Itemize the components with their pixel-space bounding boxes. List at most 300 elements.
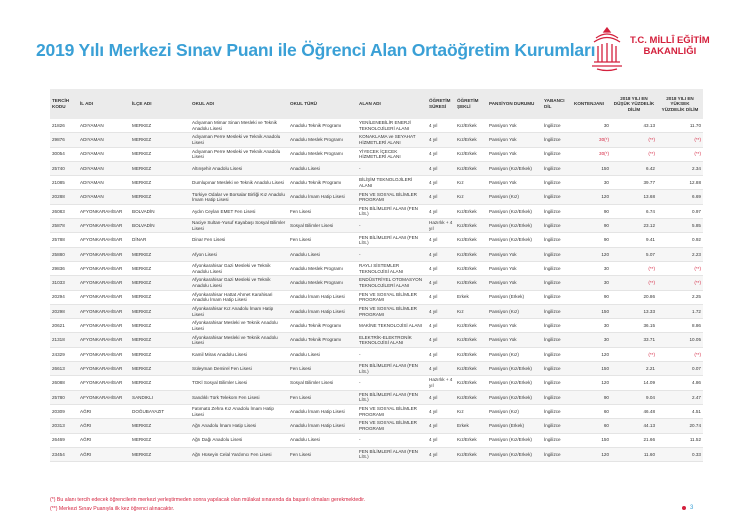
table-cell: (**) (611, 347, 657, 361)
table-row (50, 190, 703, 204)
table-row (50, 304, 703, 318)
table-cell: 30054 (50, 147, 78, 161)
table-cell: Fen Lisesi (288, 362, 357, 376)
table-cell: MERKEZ (130, 319, 190, 333)
table-cell: (**) (657, 347, 703, 361)
schools-table-container (50, 89, 703, 462)
table-cell: 44.13 (611, 419, 657, 433)
table-cell: FEN VE SOSYAL BİLİMLER PROGRAMI (357, 290, 427, 304)
table-cell: BOLVADİN (130, 219, 190, 233)
table-cell: - (357, 347, 427, 361)
table-cell: MERKEZ (130, 247, 190, 261)
table-cell: 30 (572, 276, 611, 290)
table-cell: Kız/Erkek (455, 347, 487, 361)
table-cell: - (357, 433, 427, 447)
header-il-adi: İL ADI (78, 89, 130, 119)
table-cell: MERKEZ (130, 276, 190, 290)
table-cell: 10.05 (657, 333, 703, 347)
table-cell: 4 yıl (427, 176, 455, 190)
table-cell: 20.86 (611, 290, 657, 304)
table-cell: MERKEZ (130, 147, 190, 161)
table-row (50, 204, 703, 218)
table-cell: 2.34 (657, 161, 703, 175)
table-cell: AĞRI (78, 419, 130, 433)
table-cell: 26088 (50, 376, 78, 390)
table-cell: 23.12 (611, 219, 657, 233)
table-cell: Kız/Erkek (455, 447, 487, 461)
table-cell: Anadolu İmam Hatip Lisesi (288, 290, 357, 304)
table-cell: ADIYAMAN (78, 119, 130, 133)
schools-table (50, 89, 703, 462)
table-row (50, 376, 703, 390)
table-cell: Pansiyon (Kız/Erkek) (487, 362, 542, 376)
header-ogretim-suresi: ÖĞRETİM SÜRESİ (427, 89, 455, 119)
page-number-text: 3 (690, 505, 694, 511)
table-cell: Kız (455, 176, 487, 190)
table-cell: 4 yıl (427, 362, 455, 376)
table-cell: 4 yıl (427, 319, 455, 333)
table-cell: Afyonkarahisar Mesleki ve Teknik Anadolu Lisesi (190, 333, 288, 347)
table-cell: ADIYAMAN (78, 133, 130, 147)
table-cell: 120 (572, 190, 611, 204)
ministry-name-line1: T.C. MİLLÎ EĞİTİM (630, 35, 710, 46)
table-cell: - (357, 161, 427, 175)
table-cell: İngilizce (542, 304, 572, 318)
table-cell: Ağrı Dağı Anadolu Lisesi (190, 433, 288, 447)
table-cell: (**) (657, 147, 703, 161)
table-row (50, 362, 703, 376)
table-cell: 4 yıl (427, 419, 455, 433)
table-cell: İngilizce (542, 147, 572, 161)
table-cell: 26613 (50, 362, 78, 376)
table-body (50, 119, 703, 462)
table-cell: Kız/Erkek (455, 376, 487, 390)
table-cell: Afyonkarahisar Mesleki ve Teknik Anadolu Lisesi (190, 319, 288, 333)
table-cell: 4 yıl (427, 190, 455, 204)
table-cell: MERKEZ (130, 190, 190, 204)
table-cell: 4 yıl (427, 161, 455, 175)
table-cell: Kız/Erkek (455, 161, 487, 175)
table-cell: İngilizce (542, 261, 572, 275)
table-cell: AFYONKARAHİSAR (78, 276, 130, 290)
footnote-2: (**) Merkezi Sınav Puanıyla ilk kez öğrenci alınacaktır. (50, 506, 175, 512)
table-cell: 90 (572, 390, 611, 404)
table-cell: Süleyman Demirel Fen Lisesi (190, 362, 288, 376)
table-cell: ADIYAMAN (78, 176, 130, 190)
table-cell: 30 (572, 333, 611, 347)
table-cell: Pansiyon (Erkek) (487, 290, 542, 304)
table-cell: 4 yıl (427, 447, 455, 461)
table-cell: Fen Lisesi (288, 233, 357, 247)
table-cell: Anadolu Meslek Programı (288, 147, 357, 161)
table-cell: 20294 (50, 290, 78, 304)
table-cell: Afyonkarahisar Gazi Mesleki ve Teknik Anadolu Lisesi (190, 261, 288, 275)
table-cell: İngilizce (542, 290, 572, 304)
table-cell: 150 (572, 161, 611, 175)
table-cell: Dinar Fen Lisesi (190, 233, 288, 247)
table-cell: Anadolu Meslek Programı (288, 276, 357, 290)
table-row (50, 333, 703, 347)
table-cell: Pansiyon Yok (487, 333, 542, 347)
table-cell: 21826 (50, 119, 78, 133)
table-cell: 30 (572, 176, 611, 190)
table-cell: Pansiyon Yok (487, 276, 542, 290)
table-cell: AFYONKARAHİSAR (78, 319, 130, 333)
table-cell: İngilizce (542, 419, 572, 433)
table-cell: MAKİNE TEKNOLOJİSİ ALANI (357, 319, 427, 333)
table-cell: AFYONKARAHİSAR (78, 290, 130, 304)
table-cell: Fen Lisesi (288, 447, 357, 461)
table-cell: Pansiyon (Kız) (487, 304, 542, 318)
table-cell: 30 (572, 119, 611, 133)
table-cell: Pansiyon Yok (487, 119, 542, 133)
table-cell: (**) (611, 133, 657, 147)
table-cell: 150 (572, 362, 611, 376)
table-cell: Dumlupınar Mesleki ve Teknik Anadolu Lisesi (190, 176, 288, 190)
header-okul-adi: OKUL ADI (190, 89, 288, 119)
table-row (50, 419, 703, 433)
header-okul-turu: OKUL TÜRÜ (288, 89, 357, 119)
table-cell: 21318 (50, 333, 78, 347)
table-cell: 4 yıl (427, 390, 455, 404)
table-cell: Pansiyon Yok (487, 319, 542, 333)
table-cell: 9.04 (611, 390, 657, 404)
table-cell: İngilizce (542, 219, 572, 233)
header-yabanci-dil: YABANCI DİL (542, 89, 572, 119)
table-cell: TOKİ Sosyal Bilimler Lisesi (190, 376, 288, 390)
table-cell: Kız/Erkek (455, 147, 487, 161)
table-cell: İngilizce (542, 233, 572, 247)
table-cell: Pansiyon (Kız) (487, 190, 542, 204)
table-cell: MERKEZ (130, 176, 190, 190)
table-cell: 13.68 (611, 190, 657, 204)
table-row (50, 147, 703, 161)
table-cell: 2.47 (657, 390, 703, 404)
table-cell: 20621 (50, 319, 78, 333)
table-cell: 31033 (50, 276, 78, 290)
table-cell: Fatımatü Zehra Kız Anadolu İmam Hatip Lisesi (190, 404, 288, 418)
table-cell: DİNAR (130, 233, 190, 247)
table-row (50, 390, 703, 404)
table-cell: 30 (572, 261, 611, 275)
table-cell: 4 yıl (427, 204, 455, 218)
table-cell: 120 (572, 447, 611, 461)
table-cell: AĞRI (78, 433, 130, 447)
table-cell: 150 (572, 433, 611, 447)
table-cell: AFYONKARAHİSAR (78, 247, 130, 261)
table-cell: ELEKTRİK-ELEKTRONİK TEKNOLOJİSİ ALANI (357, 333, 427, 347)
table-cell: MERKEZ (130, 447, 190, 461)
table-cell: (**) (611, 276, 657, 290)
table-cell: Pansiyon (Kız) (487, 404, 542, 418)
table-cell: 36.15 (611, 319, 657, 333)
table-cell: 21085 (50, 176, 78, 190)
table-cell: İngilizce (542, 362, 572, 376)
table-cell: Kız (455, 304, 487, 318)
table-cell: 2.23 (657, 247, 703, 261)
table-row (50, 161, 703, 175)
table-cell: Kız/Erkek (455, 362, 487, 376)
table-cell: MERKEZ (130, 290, 190, 304)
table-cell: 9.41 (611, 233, 657, 247)
header-tercih-kodu: TERCİH KODU (50, 89, 78, 119)
table-cell: Sosyal Bilimler Lisesi (288, 376, 357, 390)
table-cell: 4 yıl (427, 133, 455, 147)
table-cell: Pansiyon (Kız/Erkek) (487, 161, 542, 175)
table-cell: FEN VE SOSYAL BİLİMLER PROGRAMI (357, 419, 427, 433)
table-cell: Pansiyon (Kız/Erkek) (487, 233, 542, 247)
table-row (50, 247, 703, 261)
table-cell: 20313 (50, 419, 78, 433)
table-cell: 4 yıl (427, 404, 455, 418)
table-cell: 0.07 (657, 362, 703, 376)
table-cell: Sosyal Bilimler Lisesi (288, 219, 357, 233)
table-cell: Kız (455, 190, 487, 204)
table-cell: Adıyaman Mimar Sinan Mesleki ve Teknik Anadolu Lisesi (190, 119, 288, 133)
table-cell: 4 yıl (427, 304, 455, 318)
table-cell: FEN VE SOSYAL BİLİMLER PROGRAMI (357, 304, 427, 318)
table-cell: MERKEZ (130, 119, 190, 133)
table-cell: Pansiyon (Kız) (487, 347, 542, 361)
table-cell: DOĞUBAYAZIT (130, 404, 190, 418)
header-ilce-adi: İLÇE ADI (130, 89, 190, 119)
table-cell: 4 yıl (427, 261, 455, 275)
ministry-name-line2: BAKANLIĞI (643, 46, 697, 57)
table-cell: 21.66 (611, 433, 657, 447)
table-cell: Kız/Erkek (455, 261, 487, 275)
table-cell: 8.86 (657, 319, 703, 333)
table-cell: 29876 (50, 133, 78, 147)
table-cell: Pansiyon (Kız/Erkek) (487, 433, 542, 447)
table-cell: AFYONKARAHİSAR (78, 219, 130, 233)
table-cell: YENİLENEBİLİR ENERJİ TEKNOLOJİLERİ ALANI (357, 119, 427, 133)
table-cell: 4 yıl (427, 147, 455, 161)
table-cell: Kız/Erkek (455, 319, 487, 333)
table-cell: Kız/Erkek (455, 333, 487, 347)
table-cell: 29836 (50, 261, 78, 275)
table-cell: Hazırlık + 4 yıl (427, 376, 455, 390)
table-cell: Kız/Erkek (455, 276, 487, 290)
table-cell: MERKEZ (130, 333, 190, 347)
table-cell: Afyonkarahisar Gazi Mesleki ve Teknik Anadolu Lisesi (190, 276, 288, 290)
table-cell: MERKEZ (130, 304, 190, 318)
table-cell: Anadolu Teknik Programı (288, 319, 357, 333)
table-cell: Adıyaman Perre Mesleki ve Teknik Anadolu Lisesi (190, 147, 288, 161)
table-cell: Türkiye Odalar ve Borsalar Birliği Kız Anadolu İmam Hatip Lisesi (190, 190, 288, 204)
table-cell: 90 (572, 233, 611, 247)
table-cell: Pansiyon Yok (487, 261, 542, 275)
table-cell: İngilizce (542, 133, 572, 147)
table-cell: 90 (572, 219, 611, 233)
table-cell: 43.13 (611, 119, 657, 133)
table-cell: 0.92 (657, 233, 703, 247)
table-cell: 90 (572, 204, 611, 218)
table-cell: Anadolu İmam Hatip Lisesi (288, 404, 357, 418)
table-cell: 20298 (50, 304, 78, 318)
table-cell: 24329 (50, 347, 78, 361)
table-row (50, 176, 703, 190)
header-alan-adi: ALAN ADI (357, 89, 427, 119)
table-row (50, 319, 703, 333)
table-cell: Kamil Miras Anadolu Lisesi (190, 347, 288, 361)
table-cell: AFYONKARAHİSAR (78, 261, 130, 275)
table-cell: Anadolu Lisesi (288, 433, 357, 447)
table-cell: İngilizce (542, 333, 572, 347)
table-cell: Fen Lisesi (288, 204, 357, 218)
table-cell: AĞRI (78, 447, 130, 461)
table-cell: Pansiyon Yok (487, 147, 542, 161)
table-cell: 11.60 (611, 447, 657, 461)
table-cell: 4 yıl (427, 433, 455, 447)
table-row (50, 276, 703, 290)
table-cell: MERKEZ (130, 362, 190, 376)
table-cell: İngilizce (542, 276, 572, 290)
table-cell: İngilizce (542, 404, 572, 418)
table-cell: 39.77 (611, 176, 657, 190)
table-cell: FEN BİLİMLERİ ALANI (FEN LİS.) (357, 447, 427, 461)
table-cell: 4 yıl (427, 276, 455, 290)
table-cell: MERKEZ (130, 133, 190, 147)
table-cell: 4 yıl (427, 247, 455, 261)
table-cell: İngilizce (542, 204, 572, 218)
table-cell: Anadolu Meslek Programı (288, 133, 357, 147)
table-cell: Afyonkarahisar Kız Anadolu İmam Hatip Lisesi (190, 304, 288, 318)
table-cell: Sandıklı Türk Telekom Fen Lisesi (190, 390, 288, 404)
table-cell: AĞRI (78, 404, 130, 418)
table-cell: 13.33 (611, 304, 657, 318)
table-cell: Kız/Erkek (455, 133, 487, 147)
table-row (50, 447, 703, 461)
table-cell: MERKEZ (130, 347, 190, 361)
table-cell: RAYLI SİSTEMLER TEKNOLOJİSİ ALANI (357, 261, 427, 275)
table-cell: 25788 (50, 233, 78, 247)
table-cell: Erkek (455, 290, 487, 304)
table-cell: 120 (572, 247, 611, 261)
table-cell: ADIYAMAN (78, 161, 130, 175)
table-row (50, 233, 703, 247)
table-cell: (**) (657, 133, 703, 147)
table-cell: FEN VE SOSYAL BİLİMLER PROGRAMI (357, 404, 427, 418)
table-cell: Pansiyon (Kız/Erkek) (487, 219, 542, 233)
table-row (50, 404, 703, 418)
table-cell: 20288 (50, 190, 78, 204)
table-cell: 26083 (50, 204, 78, 218)
table-cell: Anadolu İmam Hatip Lisesi (288, 419, 357, 433)
page-number (682, 505, 693, 511)
table-cell: Anadolu Lisesi (288, 247, 357, 261)
table-row (50, 433, 703, 447)
table-cell: Hazırlık + 4 yıl (427, 219, 455, 233)
table-cell: 5.07 (611, 247, 657, 261)
table-cell: FEN BİLİMLERİ ALANI (FEN LİS.) (357, 233, 427, 247)
table-cell: Erkek (455, 419, 487, 433)
ministry-emblem-icon (588, 24, 626, 72)
footnote-1: (*) Bu alanı tercih edecek öğrencilerin merkezi yerleştirmeden sonra yapılacak olan mülakat sınavında da başarılı olmaları gerekmektedir. (50, 497, 366, 503)
table-cell: İngilizce (542, 376, 572, 390)
table-cell: İngilizce (542, 447, 572, 461)
table-cell: Aydın Ceylan EMET Fen Lisesi (190, 204, 288, 218)
table-cell: ADIYAMAN (78, 147, 130, 161)
table-cell: 4 yıl (427, 333, 455, 347)
table-cell: FEN VE SOSYAL BİLİMLER PROGRAMI (357, 190, 427, 204)
table-cell: Kız (455, 404, 487, 418)
table-cell: Anadolu Lisesi (288, 347, 357, 361)
table-cell: Adıyaman Perre Mesleki ve Teknik Anadolu Lisesi (190, 133, 288, 147)
table-cell: Ağrı Hüseyin Celal Yardımcı Fen Lisesi (190, 447, 288, 461)
table-cell: Anadolu İmam Hatip Lisesi (288, 190, 357, 204)
table-cell: 25878 (50, 219, 78, 233)
table-cell: 30(*) (572, 133, 611, 147)
table-cell: AFYONKARAHİSAR (78, 233, 130, 247)
table-cell: İngilizce (542, 161, 572, 175)
table-cell: Naciye Sultan-Yusuf Kayabaşı Sosyal Bilimler Lisesi (190, 219, 288, 233)
table-cell: 6.69 (657, 190, 703, 204)
table-header-row (50, 89, 703, 119)
table-cell: FEN BİLİMLERİ ALANI (FEN LİS.) (357, 390, 427, 404)
table-cell: Afyonkarahisar Hattat Ahmet Karahisari Anadolu İmam Hatip Lisesi (190, 290, 288, 304)
table-cell: 4 yıl (427, 233, 455, 247)
table-cell: SANDIKLI (130, 390, 190, 404)
table-cell: 4.51 (657, 404, 703, 418)
table-cell: 20309 (50, 404, 78, 418)
table-cell: Pansiyon (Kız/Erkek) (487, 390, 542, 404)
table-cell: Fen Lisesi (288, 390, 357, 404)
table-cell: Altınşehir Anadolu Lisesi (190, 161, 288, 175)
table-cell: 0.97 (657, 204, 703, 218)
table-cell: MERKEZ (130, 376, 190, 390)
table-cell: - (357, 219, 427, 233)
table-cell: AFYONKARAHİSAR (78, 362, 130, 376)
table-cell: 150 (572, 304, 611, 318)
table-cell: İngilizce (542, 247, 572, 261)
table-cell: 0.33 (657, 447, 703, 461)
table-cell: 6.42 (611, 161, 657, 175)
table-cell: 46.48 (611, 404, 657, 418)
table-cell: YİYECEK İÇECEK HİZMETLERİ ALANI (357, 147, 427, 161)
table-cell: 120 (572, 376, 611, 390)
table-cell: AFYONKARAHİSAR (78, 347, 130, 361)
table-cell: AFYONKARAHİSAR (78, 390, 130, 404)
table-cell: Anadolu Lisesi (288, 161, 357, 175)
table-cell: Anadolu Teknik Programı (288, 119, 357, 133)
table-cell: 11.70 (657, 119, 703, 133)
table-cell: Anadolu Teknik Programı (288, 176, 357, 190)
table-cell: MERKEZ (130, 261, 190, 275)
table-row (50, 261, 703, 275)
header-en-dusuk-dilim: 2018 YILI EN DÜŞÜK YÜZDELİK DİLİM (611, 89, 657, 119)
table-cell: BİLİŞİM TEKNOLOJİLERİ ALANI (357, 176, 427, 190)
table-cell: 2.25 (657, 290, 703, 304)
table-cell: 33.71 (611, 333, 657, 347)
table-cell: 4.86 (657, 376, 703, 390)
table-cell: 12.88 (657, 176, 703, 190)
table-cell: AFYONKARAHİSAR (78, 204, 130, 218)
page-title: 2019 Yılı Merkezi Sınav Puanı ile Öğrenci Alan Ortaöğretim Kurumları (36, 40, 596, 60)
table-cell: 1.72 (657, 304, 703, 318)
table-cell: İngilizce (542, 319, 572, 333)
table-row (50, 347, 703, 361)
table-cell: MERKEZ (130, 419, 190, 433)
table-cell: (**) (611, 261, 657, 275)
table-cell: BOLVADİN (130, 204, 190, 218)
table-cell: Kız/Erkek (455, 433, 487, 447)
table-cell: (**) (657, 276, 703, 290)
table-cell: MERKEZ (130, 161, 190, 175)
table-cell: Pansiyon (Kız/Erkek) (487, 447, 542, 461)
table-cell: Pansiyon Yok (487, 133, 542, 147)
table-cell: 60 (572, 419, 611, 433)
table-cell: Pansiyon Yok (487, 176, 542, 190)
